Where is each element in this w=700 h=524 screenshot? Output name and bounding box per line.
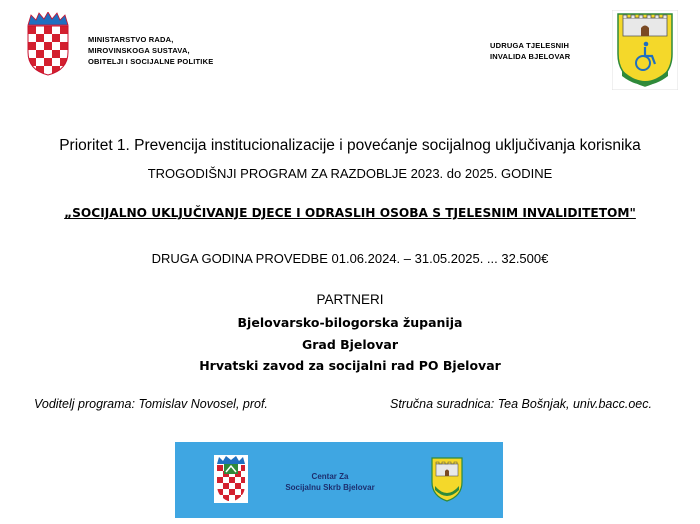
professional-associate: Stručna suradnica: Tea Bošnjak, univ.bacc.oec.: [390, 397, 652, 411]
partner-item: Grad Bjelovar: [301, 337, 399, 352]
croatian-coat-of-arms-icon: [25, 12, 71, 76]
bjelovar-wheelchair-crest-icon: [612, 10, 678, 90]
priority-heading: Prioritet 1. Prevencija institucionalizacije i povećanje socijalnog uključivanja korisnika: [59, 137, 641, 154]
partner-item: Bjelovarsko-bilogorska županija: [237, 315, 463, 330]
association-name: [490, 40, 570, 62]
ministry-name: [88, 34, 213, 67]
banner-left-logo: [214, 455, 248, 503]
banner-line-1: Centar Za: [311, 472, 349, 481]
ministry-line-3: OBITELJI I SOCIJALNE POLITIKE: [88, 57, 214, 66]
association-line-1: UDRUGA TJELESNIH: [490, 41, 570, 50]
ministry-logo: [25, 12, 71, 76]
association-logo: [612, 10, 678, 90]
city-crest-icon: [430, 456, 464, 502]
partner-item: Hrvatski zavod za socijalni rad PO Bjelovar: [199, 358, 501, 373]
implementation-period: DRUGA GODINA PROVEDBE 01.06.2024. – 31.05.2025. ... 32.500€: [151, 251, 549, 266]
ministry-line-2: MIROVINSKOGA SUSTAVA,: [88, 46, 190, 55]
ministry-line-1: MINISTARSTVO RADA,: [88, 35, 174, 44]
banner-caption: [276, 471, 384, 493]
program-leader: Voditelj programa: Tomislav Novosel, prof.: [34, 397, 268, 411]
partners-label: PARTNERI: [316, 292, 384, 307]
banner-right-logo: [430, 456, 464, 502]
project-title: „SOCIJALNO UKLJUČIVANJE DJECE I ODRASLIH OSOBA S TJELESNIM INVALIDITETOM": [64, 206, 636, 220]
county-coat-of-arms-icon: [214, 455, 248, 503]
program-period-heading: TROGODIŠNJI PROGRAM ZA RAZDOBLJE 2023. do 2025. GODINE: [147, 166, 553, 181]
banner-line-2: Socijalnu Skrb Bjelovar: [285, 483, 375, 492]
association-line-2: INVALIDA BJELOVAR: [490, 52, 571, 61]
